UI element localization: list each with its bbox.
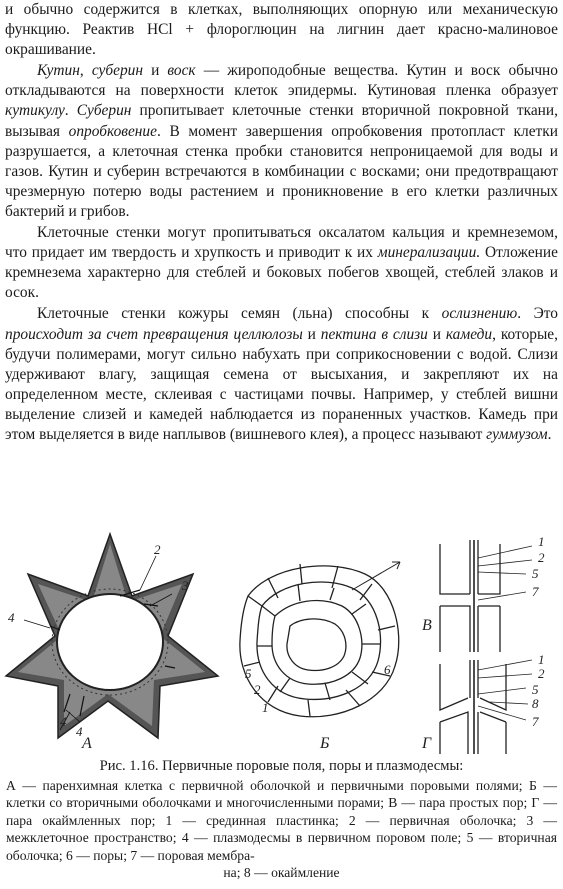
figure-drawing [0, 526, 563, 756]
body-text [5, 0, 558, 445]
text-run: пропитывает клеточные стенки вторичной покровной ткани, вызывая [5, 102, 558, 140]
label-v-1: 1 [538, 534, 545, 549]
panel-a-cell [6, 534, 218, 738]
italic-term: пектина в слизи [320, 325, 428, 343]
figure-caption [6, 758, 557, 882]
italic-term: происходит за счет превращения целлюлозы [5, 325, 303, 343]
label-v-2: 2 [538, 550, 545, 565]
figure-1-16 [0, 526, 563, 756]
label-v-7: 7 [532, 584, 539, 599]
paragraph [5, 61, 558, 222]
label-b-5: 5 [245, 666, 252, 681]
italic-term: камеди [445, 325, 493, 343]
italic-term: кутикулу [5, 102, 65, 120]
label-a-2: 2 [154, 542, 161, 557]
italic-term: суберин [91, 62, 143, 80]
label-a-4-bottom: 4 [60, 714, 67, 729]
paragraph [5, 0, 558, 60]
text-run: Клеточные стенки кожуры семян (льна) способны к [37, 305, 442, 323]
panel-label-v: В [422, 617, 432, 634]
text-run: . В момент завершения опробковения протопласт клетки разрушается, а клеточная стенка пробки становится непроницаемой для воды и газов. Кутин и суберин встречаются в комбинации с восками; они предотвращают чрезмерную потерю воды растением и проникновение в его клетки различных бактерий и грибов. [5, 122, 558, 220]
text-run: . [547, 425, 552, 443]
paragraph [5, 223, 558, 303]
label-v-5: 5 [532, 566, 539, 581]
label-g-5: 5 [532, 682, 539, 697]
label-a-4-bottom-right: 4 [76, 724, 83, 739]
caption-legend-end: на; 8 — окаймление [223, 865, 340, 880]
text-run: и [302, 325, 321, 343]
caption-title: Рис. 1.16. Первичные поровые поля, поры и плазмодесмы: [99, 758, 464, 774]
label-a-3: 3 [182, 578, 189, 593]
text-run: , [79, 62, 92, 80]
text-run: и [142, 62, 168, 80]
italic-term: воск [167, 62, 196, 80]
italic-term: опробковение [68, 122, 157, 140]
text-run: . Это [517, 305, 558, 323]
italic-term: ослизнению [441, 305, 518, 323]
italic-term: минерализации. [377, 244, 481, 262]
label-b-2: 2 [254, 682, 261, 697]
label-g-2: 2 [538, 666, 545, 681]
text-run: Отложение кремнезема характерно для стеблей и боковых побегов хвощей, стеблей злаков и осок. [5, 244, 558, 302]
label-g-1: 1 [538, 652, 545, 667]
italic-term: гуммузом [486, 425, 548, 443]
panel-b-cells [240, 562, 400, 717]
label-a-4-left: 4 [8, 610, 15, 625]
panel-label-b: Б [320, 735, 330, 752]
panel-label-a: А [82, 735, 92, 752]
panel-label-g: Г [422, 735, 432, 752]
label-g-8: 8 [532, 696, 539, 711]
text-run: и [427, 325, 446, 343]
text-run: . [64, 102, 77, 120]
text-run: и обычно содержится в клетках, выполняющих опорную или механическую функцию. Реактив HCl + флороглюцин на лигнин дает красно-малиновое окрашивание. [5, 1, 558, 59]
text-run: , которые, будучи полимерами, могут сильно набухать при соприкосновении с водой. Слизи удерживают влагу, защищая семена от высыхания, и закрепляют их на определенном месте, склеивая с частицами почвы. Например, у стеблей вишни выделение слизей и камедей наблюдается из пораненных участков. Камедь при этом выделяется в виде наплывов (вишневого клея), а процесс называют [5, 325, 558, 443]
italic-term: Суберин [76, 102, 132, 120]
italic-term: Кутин [37, 62, 80, 80]
panel-g-pores [440, 660, 532, 754]
label-b-6: 6 [384, 662, 391, 677]
text-run: — жироподобные вещества. Кутин и воск обычно откладываются на поверхности клеток эпидермы. Кутиновая пленка образует [5, 62, 558, 100]
text-run: Клеточные стенки могут пропитываться оксалатом кальция и кремнеземом, что придает им твердость и хрупкость и приводит к их [5, 224, 558, 262]
paragraph [5, 304, 558, 445]
panel-v-pores [440, 540, 532, 652]
label-g-7: 7 [532, 714, 539, 729]
label-b-1: 1 [262, 700, 269, 715]
caption-legend: А — паренхимная клетка с первичной оболочкой и первичными поровыми полями; Б — клетки со вторичными оболочками и многочисленными порами; В — пара простых пор; Г — пара окаймленных пор; 1 — срединная пластинка; 2 — первичная оболочка; 3 — межклеточное пространство; 4 — плазмодесмы в первичном поровом поле; 5 — вторичная оболочка; 6 — поры; 7 — поровая мембра- [6, 777, 557, 863]
